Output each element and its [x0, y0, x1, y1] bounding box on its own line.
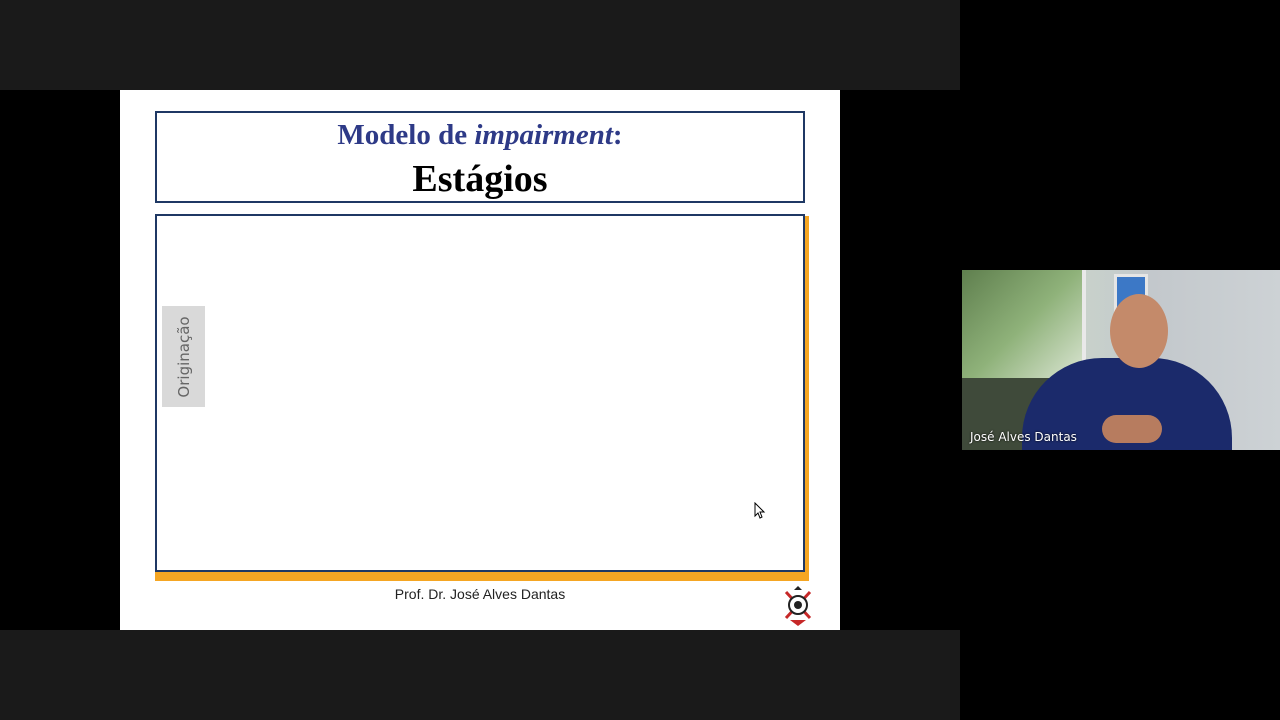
share-bottom-bar — [0, 630, 960, 720]
share-top-bar — [0, 0, 960, 90]
slide-title — [157, 119, 803, 152]
participant-name-label: José Alves Dantas — [970, 430, 1077, 444]
participant-head — [1110, 294, 1168, 368]
title-suffix: : — [612, 119, 623, 151]
stage-label-text: Originação — [174, 315, 193, 398]
mouse-pointer-icon — [754, 502, 766, 520]
slide-footer: Prof. Dr. José Alves Dantas — [394, 586, 566, 602]
participant-hand — [1102, 415, 1162, 443]
club-crest-logo-icon — [780, 586, 816, 626]
presentation-slide — [120, 90, 840, 630]
share-left-margin — [0, 90, 120, 630]
title-italic: impairment — [474, 119, 613, 151]
stage-label-box — [162, 306, 205, 407]
title-box — [155, 111, 805, 203]
title-prefix: Modelo de — [337, 119, 475, 151]
participant-video-tile[interactable] — [962, 270, 1280, 450]
content-box — [155, 214, 805, 572]
share-right-margin — [840, 90, 960, 630]
slide-subtitle: Estágios — [412, 158, 548, 200]
